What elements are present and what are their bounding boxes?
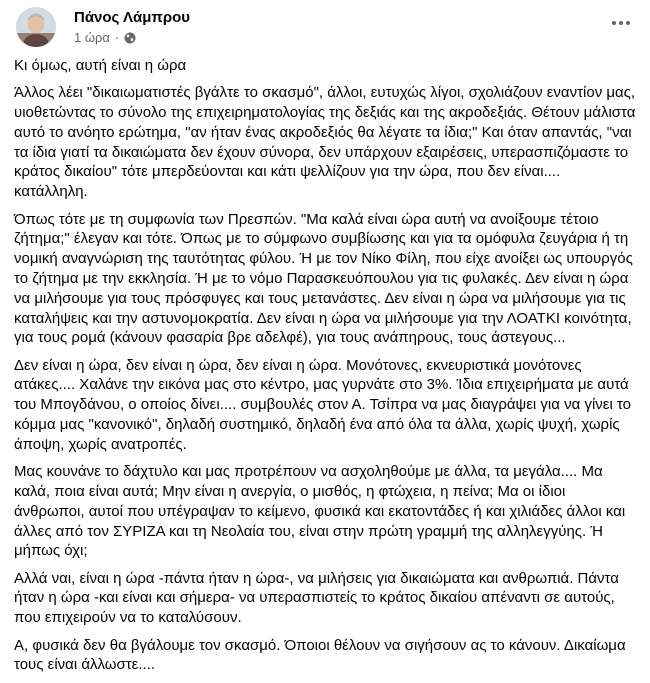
more-dot bbox=[626, 21, 630, 25]
post-paragraph: Αλλά ναι, είναι η ώρα -πάντα ήταν η ώρα-, να μιλήσεις για δικαιώματα και ανθρωπιά. Πάντα ήταν η ώρα -και είναι και σήμερα- να υπερασπιστείς το κράτος δικαίου απέναντι σε αυτούς, που επιχειρούν να το καταλύσουν. bbox=[14, 569, 619, 627]
avatar[interactable] bbox=[16, 7, 56, 47]
more-dot bbox=[619, 21, 623, 25]
post-paragraph: Α, φυσικά δεν θα βγάλουμε τον σκασμό. Όποιοι θέλουν να σιγήσουν ας το κάνουν. Δικαίωμα τους είναι άλλωστε.... bbox=[14, 636, 626, 674]
more-options-icon[interactable] bbox=[606, 12, 636, 34]
post-header bbox=[14, 4, 636, 48]
post-paragraph: Άλλος λέει "δικαιωματιστές βγάλτε το σκασμό", άλλοι, ευτυχώς λίγοι, σχολιάζουν εναντίον μας, υιοθετώντας το σύνολο της επιχειρηματολογίας της δεξιάς και της ακροδεξιάς. Θέτουν μάλιστα αυτό το ανόητο ερώτημα, "αν ήταν ένας ακροδεξιός θα λέγατε τα ίδια;" Και όταν απαντάς, "ναι τα ίδια γιατί τα δικαιώματα δεν έχουν σύνορα, δεν υπάρχουν εξαιρέσεις, υπερασπιζόμαστε το κράτος δικαίου" τότε μπερδεύονται και κάτι ψελλίζουν για την ώρα, που δεν είναι.... κατάλληλη. bbox=[14, 84, 636, 201]
post-paragraph: Δεν είναι η ώρα, δεν είναι η ώρα, δεν είναι η ώρα. Μονότονες, εκνευριστικά μονότονες ατάκες.... Χαλάνε την εικόνα μας στο κέντρο, μας γυρνάτε στο 3%. Ίδια επιχειρήματα με αυτά του Μπογδάνου, ο οποίος δίνει.... συμβουλές στον Α. Τσίπρα να μας διαγράψει για να γίνει το κόμμα μας "κανονικό", δηλαδή συστημικό, δηλαδή ένα από όλα τα άλλα, χωρίς ψυχή, χωρίς άποψη, χωρίς ανατροπές. bbox=[14, 356, 632, 453]
post-author[interactable]: Πάνος Λάμπρου bbox=[74, 9, 191, 26]
more-dot bbox=[612, 21, 616, 25]
post-paragraph: Μας κουνάνε το δάχτυλο και μας προτρέπουν να ασχοληθούμε με άλλα, τα μεγάλα.... Μα καλά, ποια είναι αυτά; Μην είναι η ανεργία, ο μισθός, η φτώχεια, η πείνα; Μα οι ίδιοι άνθρωποι, αυτοί που υπέγραψαν το κείμενο, φυσικά και εκατοντάδες ή και χιλιάδες άλλοι και άλλες από τον ΣΥΡΙΖΑ και τη Νεολαία του, είναι στην πρώτη γραμμή της αλληλεγγύης. Ή μήπως όχι; bbox=[14, 463, 626, 560]
post-body bbox=[14, 56, 636, 683]
post-timestamp[interactable]: 1 ώρα bbox=[74, 30, 110, 45]
post-paragraph: Κι όμως, αυτή είναι η ώρα bbox=[14, 57, 187, 74]
meta-separator: · bbox=[114, 30, 120, 45]
globe-icon[interactable] bbox=[124, 32, 136, 44]
post-paragraph: Όπως τότε με τη συμφωνία των Πρεσπών. "Μα καλά είναι ώρα αυτή να ανοίξουμε τέτοιο ζήτημα;" έλεγαν και τότε. Όπως με το σύμφωνο συμβίωσης και για τα ομόφυλα ζευγάρια ή τη νομική αναγνώριση της ταυτότητας φύλου. Ή με τον Νίκο Φίλη, που είχε ανοίξει ως υπουργός το ζήτημα με την εκκλησία. Ή με το νόμο Παρασκευόπουλου για τις φυλακές. Δεν είναι η ώρα να μιλήσουμε για τους πρόσφυγες και τους μετανάστες. Δεν είναι η ώρα να μιλήσουμε για τις καταλήψεις και την αστυνομοκρατία. Δεν είναι η ώρα να μιλήσουμε για την ΛΟΑΤΚΙ κοινότητα, για τους ρομά (κάνουν φασαρία βρε αδελφέ), για τους ανάπηρους, τους άστεγους... bbox=[14, 210, 633, 347]
post-meta bbox=[74, 30, 136, 45]
